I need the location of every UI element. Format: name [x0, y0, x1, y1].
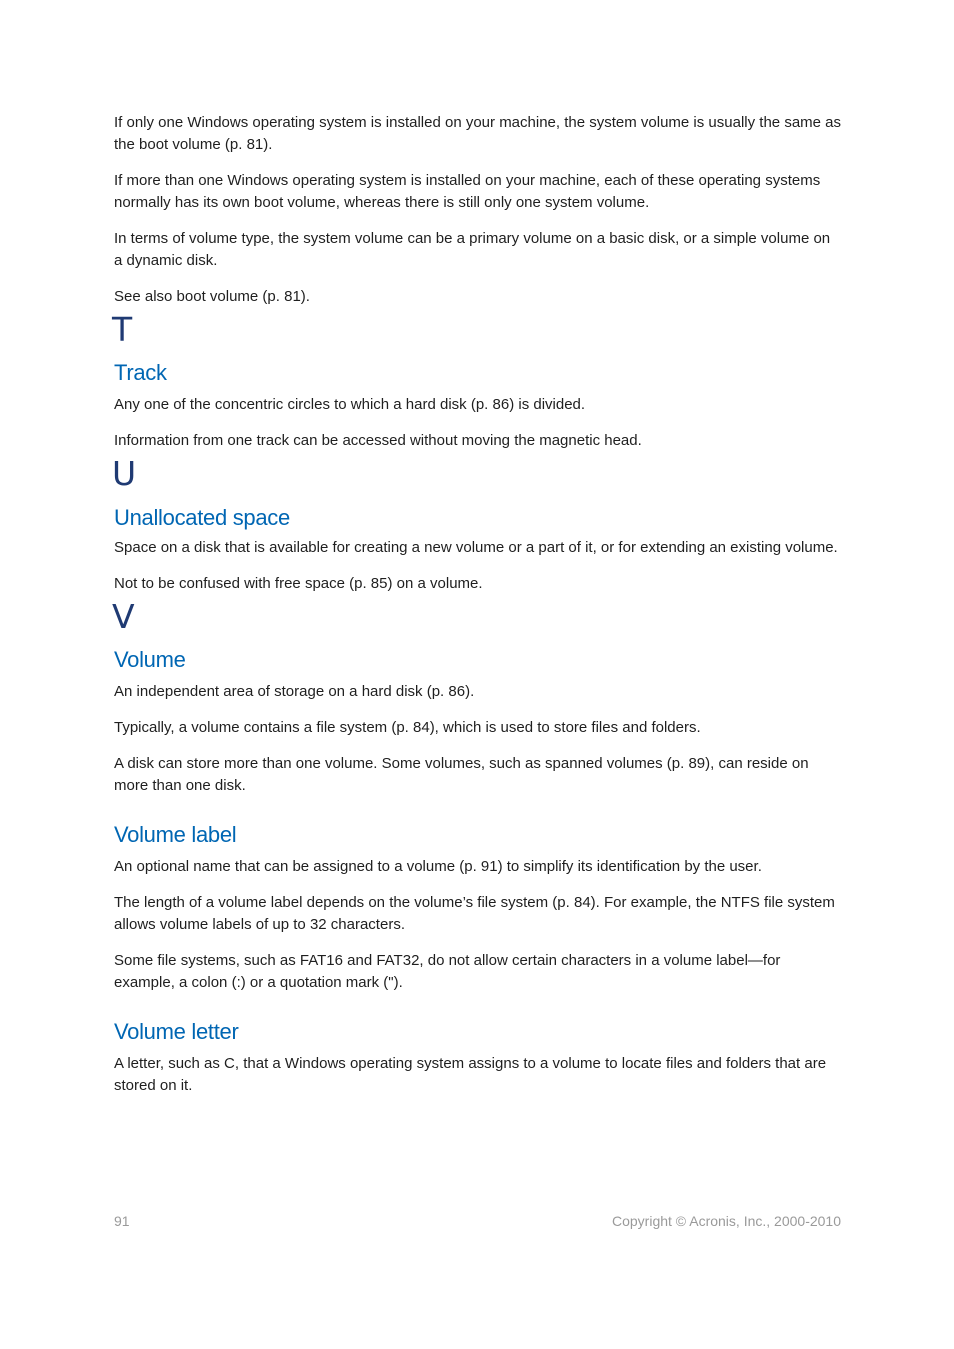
heading-volume-label: Volume label	[114, 822, 237, 847]
intro-paragraph: See also boot volume (p. 81).	[114, 288, 310, 305]
volume-label-paragraph: Some file systems, such as FAT16 and FAT32, do not allow certain characters in a volume label—for example, a colon (:) or a quotation mark (").	[114, 952, 781, 991]
heading-volume: Volume	[114, 647, 186, 672]
index-letter-t: T	[112, 310, 133, 349]
intro-paragraph: If only one Windows operating system is installed on your machine, the system volume is usually the same as the boot volume (p. 81).	[114, 114, 842, 153]
volume-paragraph: Typically, a volume contains a file system (p. 84), which is used to store files and folders.	[114, 719, 701, 736]
page-footer	[114, 1213, 841, 1229]
track-paragraph: Information from one track can be accessed without moving the magnetic head.	[114, 432, 642, 449]
document-page	[114, 112, 841, 1097]
heading-track: Track	[114, 360, 167, 385]
unallocated-paragraph: Not to be confused with free space (p. 85) on a volume.	[114, 575, 483, 592]
volume-label-paragraph: An optional name that can be assigned to a volume (p. 91) to simplify its identification by the user.	[114, 858, 762, 875]
page-number: 91	[114, 1213, 130, 1229]
copyright-notice: Copyright © Acronis, Inc., 2000-2010	[612, 1213, 841, 1229]
volume-paragraph: An independent area of storage on a hard disk (p. 86).	[114, 683, 475, 700]
track-paragraph: Any one of the concentric circles to which a hard disk (p. 86) is divided.	[114, 396, 586, 413]
heading-unallocated-space: Unallocated space	[114, 505, 290, 530]
volume-paragraph: A disk can store more than one volume. Some volumes, such as spanned volumes (p. 89), can reside on more than one disk.	[114, 755, 809, 794]
index-letter-v: V	[112, 597, 135, 636]
volume-letter-paragraph: A letter, such as C, that a Windows operating system assigns to a volume to locate files and folders that are stored on it.	[114, 1055, 827, 1094]
volume-label-paragraph: The length of a volume label depends on the volume’s file system (p. 84). For example, the NTFS file system allows volume labels of up to 32 characters.	[114, 894, 835, 933]
intro-paragraph: In terms of volume type, the system volume can be a primary volume on a basic disk, or a simple volume on a dynamic disk.	[114, 230, 831, 269]
intro-paragraph: If more than one Windows operating system is installed on your machine, each of these operating systems normally has its own boot volume, whereas there is still only one system volume.	[114, 172, 821, 211]
index-letter-u: U	[112, 454, 137, 493]
heading-volume-letter: Volume letter	[114, 1019, 239, 1044]
unallocated-paragraph: Space on a disk that is available for creating a new volume or a part of it, or for extending an existing volume.	[114, 539, 838, 556]
